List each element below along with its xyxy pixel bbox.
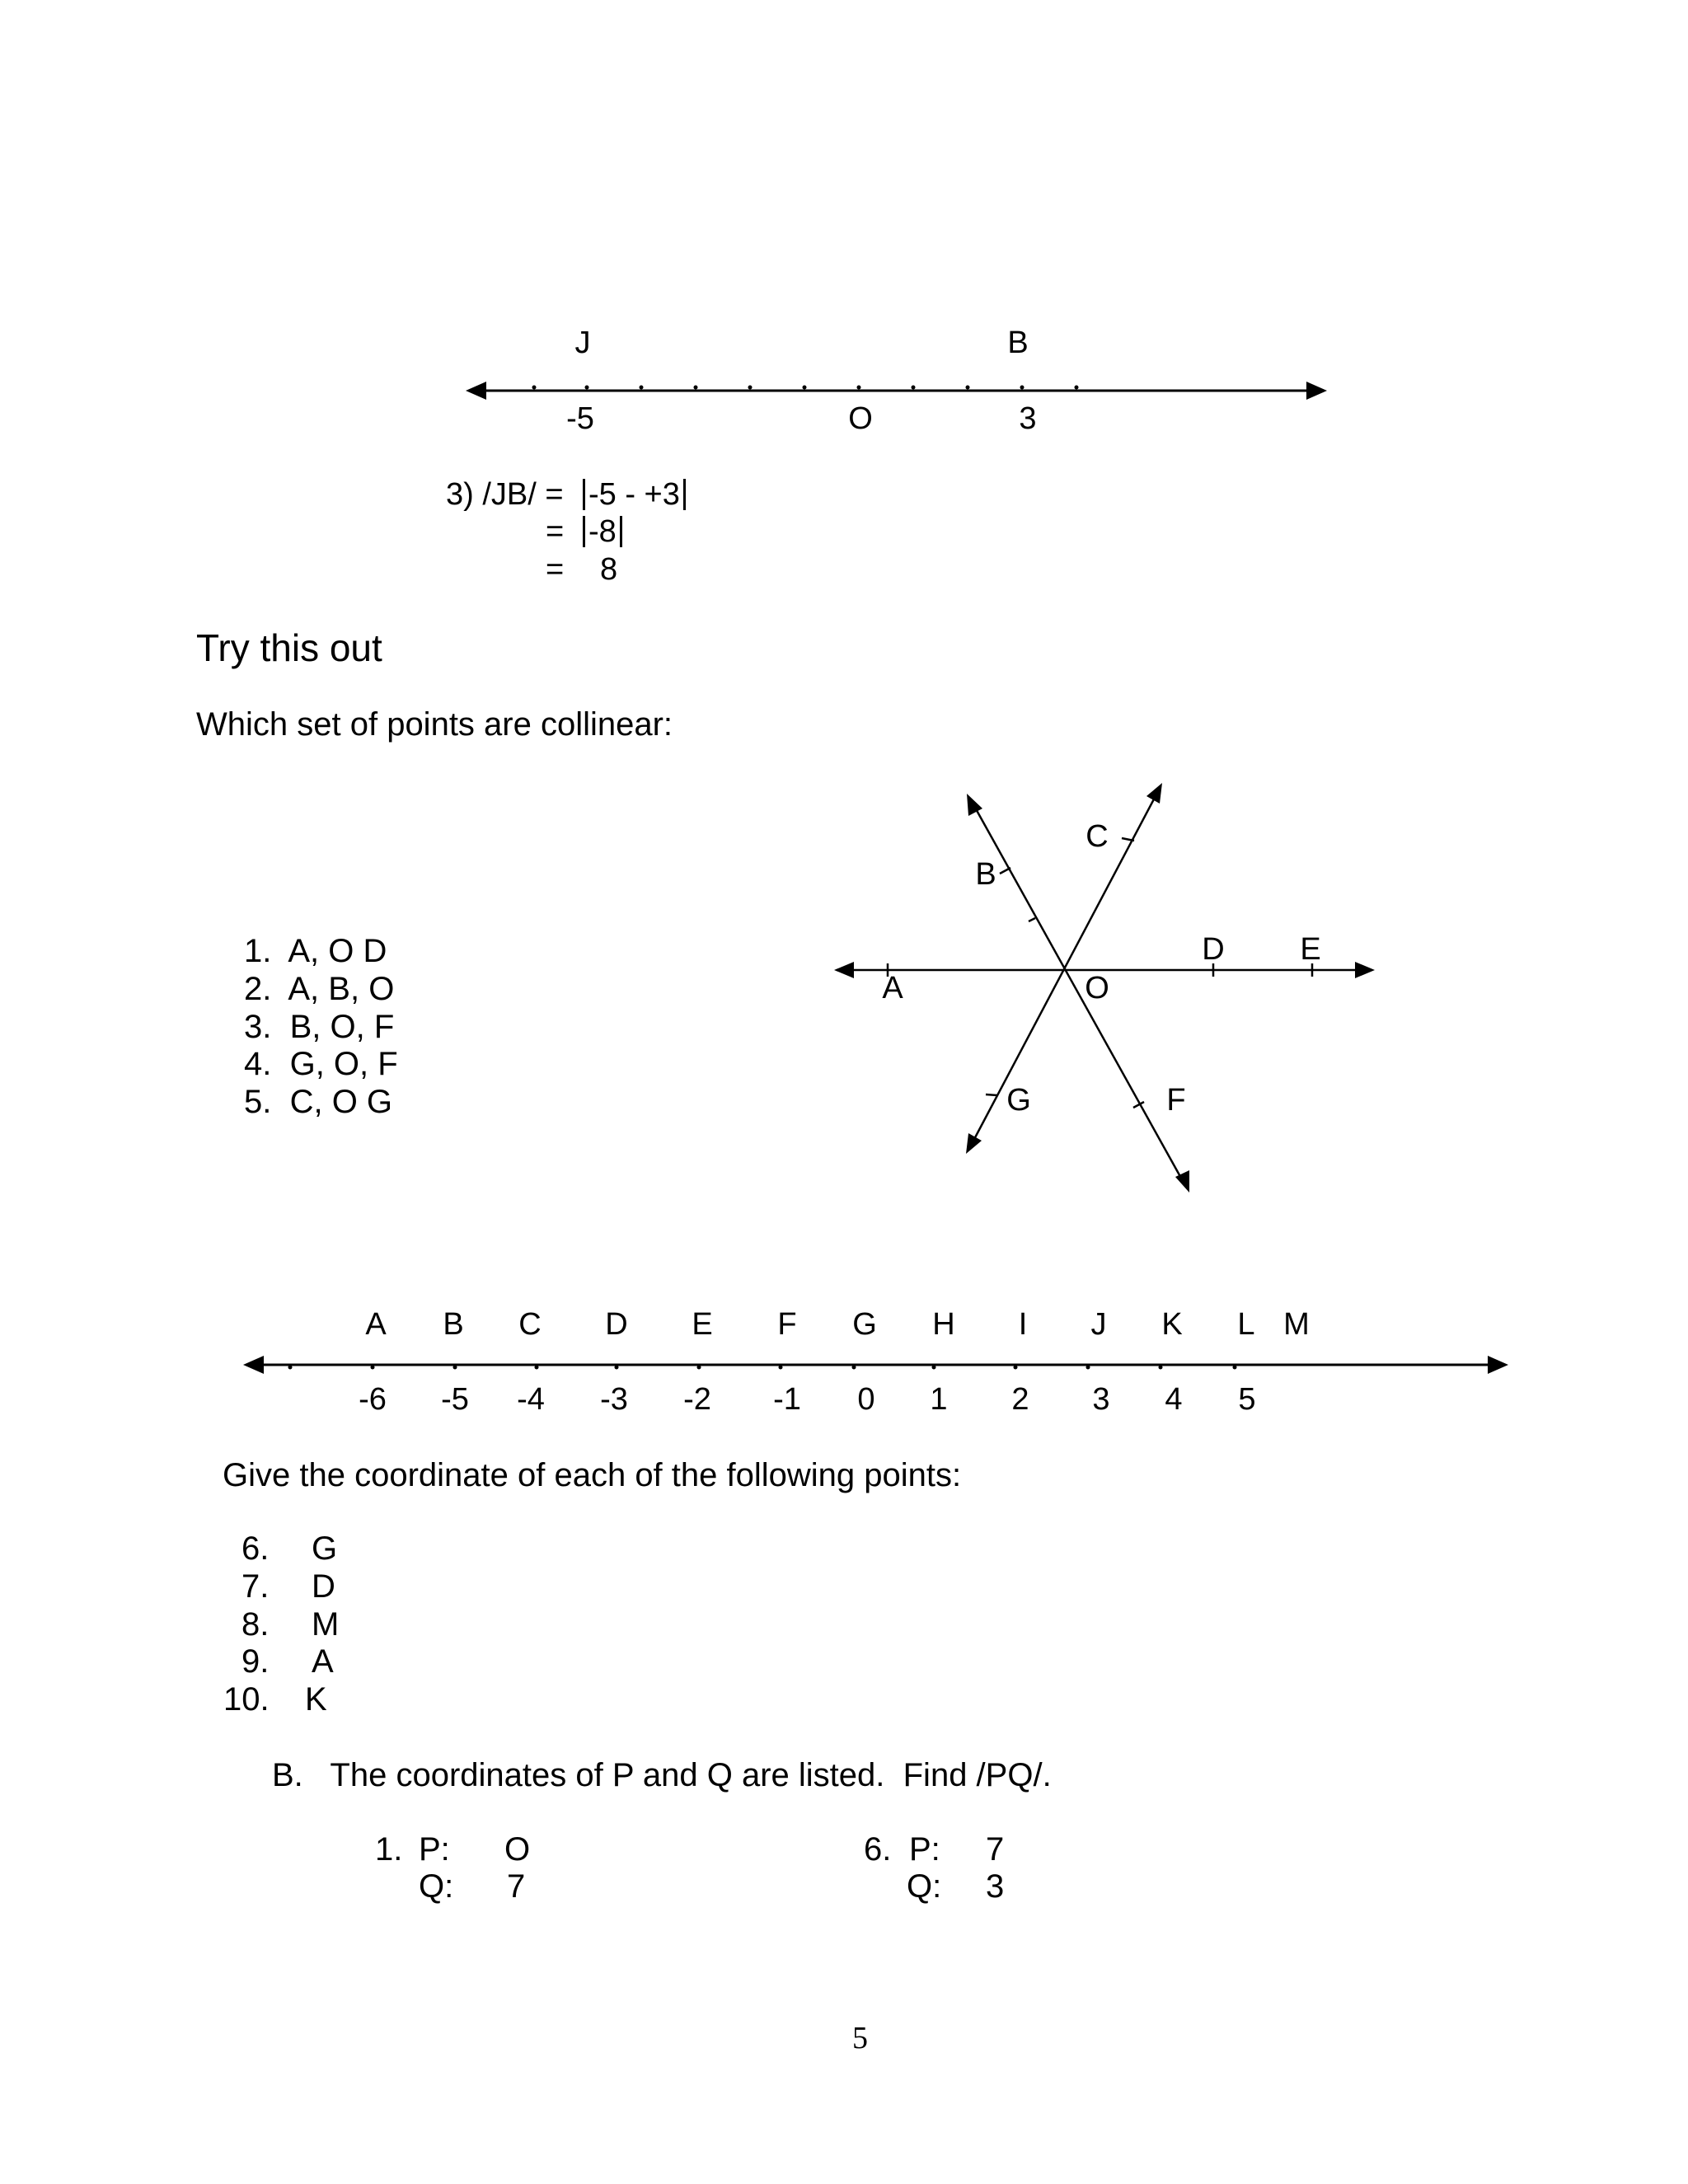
example-3-abs1: -5 - +3 bbox=[583, 479, 686, 510]
section-b-heading: B. The coordinates of P and Q are listed. Find /PQ/. bbox=[272, 1757, 1052, 1793]
nl2-letter: D bbox=[605, 1307, 628, 1342]
nl2-letter: J bbox=[1090, 1307, 1107, 1342]
coord-item-number: 9. bbox=[241, 1643, 270, 1680]
nl1-label-b: B bbox=[1007, 326, 1029, 360]
nl2-number: -5 bbox=[441, 1382, 469, 1417]
nl2-letter: I bbox=[1018, 1307, 1028, 1342]
diagram-label-a: A bbox=[882, 971, 903, 1005]
coord-item-number: 6. bbox=[241, 1530, 270, 1567]
coord-item-letter: A bbox=[312, 1643, 334, 1680]
pq-q-label: Q: bbox=[907, 1868, 942, 1905]
nl1-tick-neg5: -5 bbox=[566, 401, 594, 436]
pq-p-label: P: bbox=[909, 1831, 940, 1868]
nl2-letter: F bbox=[777, 1307, 797, 1342]
choice-item: 3. B, O, F bbox=[244, 1009, 395, 1045]
pq-p-label: P: bbox=[419, 1831, 450, 1868]
nl1-label-j: J bbox=[574, 326, 591, 360]
coord-item-letter: K bbox=[305, 1681, 327, 1718]
example-3-abs2: -8 bbox=[583, 516, 622, 547]
section-heading: Try this out bbox=[196, 626, 382, 669]
nl2-letter: M bbox=[1283, 1307, 1310, 1342]
nl2-number: 1 bbox=[930, 1382, 948, 1417]
nl2-letter: A bbox=[365, 1307, 387, 1342]
diagram-label-c: C bbox=[1085, 819, 1109, 854]
nl2-letter: C bbox=[518, 1307, 542, 1342]
nl2-letter: G bbox=[852, 1307, 877, 1342]
pq-problem-number: 1. bbox=[375, 1831, 403, 1868]
pq-p-value: O bbox=[504, 1831, 531, 1868]
coordinate-instruction: Give the coordinate of each of the following points: bbox=[223, 1457, 962, 1493]
nl2-number: -4 bbox=[517, 1382, 545, 1417]
diagram-label-f: F bbox=[1166, 1083, 1186, 1118]
nl2-number: 4 bbox=[1165, 1382, 1183, 1417]
nl2-letter: H bbox=[932, 1307, 955, 1342]
nl2-number: -3 bbox=[600, 1382, 628, 1417]
choice-item: 1. A, O D bbox=[244, 933, 387, 969]
coord-item-number: 7. bbox=[241, 1568, 270, 1605]
example-3-line2: = bbox=[546, 514, 565, 549]
choice-item: 2. A, B, O bbox=[244, 971, 395, 1007]
page-number: 5 bbox=[852, 2021, 868, 2055]
choice-item: 5. C, O G bbox=[244, 1084, 393, 1120]
collinear-question: Which set of points are collinear: bbox=[196, 706, 673, 743]
coord-item-letter: M bbox=[312, 1606, 340, 1643]
example-3-line1: 3) /JB/ = bbox=[446, 477, 573, 512]
nl2-number: -6 bbox=[359, 1382, 387, 1417]
nl2-number: -2 bbox=[683, 1382, 711, 1417]
pq-q-label: Q: bbox=[419, 1868, 454, 1905]
pq-p-value: 7 bbox=[986, 1831, 1005, 1868]
nl2-number: 0 bbox=[857, 1382, 875, 1417]
example-3-line3: = bbox=[546, 552, 565, 587]
example-3-result: 8 bbox=[600, 552, 618, 587]
nl2-letter: E bbox=[692, 1307, 713, 1342]
nl2-letter: L bbox=[1237, 1307, 1255, 1342]
choice-item: 4. G, O, F bbox=[244, 1046, 398, 1082]
pq-problem-number: 6. bbox=[864, 1831, 892, 1868]
nl2-number: -1 bbox=[773, 1382, 801, 1417]
nl2-number: 2 bbox=[1011, 1382, 1029, 1417]
pq-q-value: 7 bbox=[507, 1868, 526, 1905]
nl2-number: 3 bbox=[1092, 1382, 1110, 1417]
pq-q-value: 3 bbox=[986, 1868, 1005, 1905]
diagram-label-o: O bbox=[1085, 971, 1109, 1005]
coord-item-number: 10. bbox=[223, 1681, 270, 1718]
coord-item-letter: G bbox=[312, 1530, 338, 1567]
diagram-label-d: D bbox=[1202, 932, 1225, 967]
nl1-tick-3: 3 bbox=[1019, 401, 1037, 436]
diagram-label-b: B bbox=[975, 857, 996, 892]
nl2-letter: K bbox=[1161, 1307, 1183, 1342]
nl1-tick-o: O bbox=[848, 401, 873, 436]
diagram-label-e: E bbox=[1300, 932, 1321, 967]
coord-item-number: 8. bbox=[241, 1606, 270, 1643]
nl2-number: 5 bbox=[1238, 1382, 1256, 1417]
coord-item-letter: D bbox=[312, 1568, 335, 1605]
nl2-letter: B bbox=[443, 1307, 464, 1342]
diagram-label-g: G bbox=[1006, 1083, 1031, 1118]
